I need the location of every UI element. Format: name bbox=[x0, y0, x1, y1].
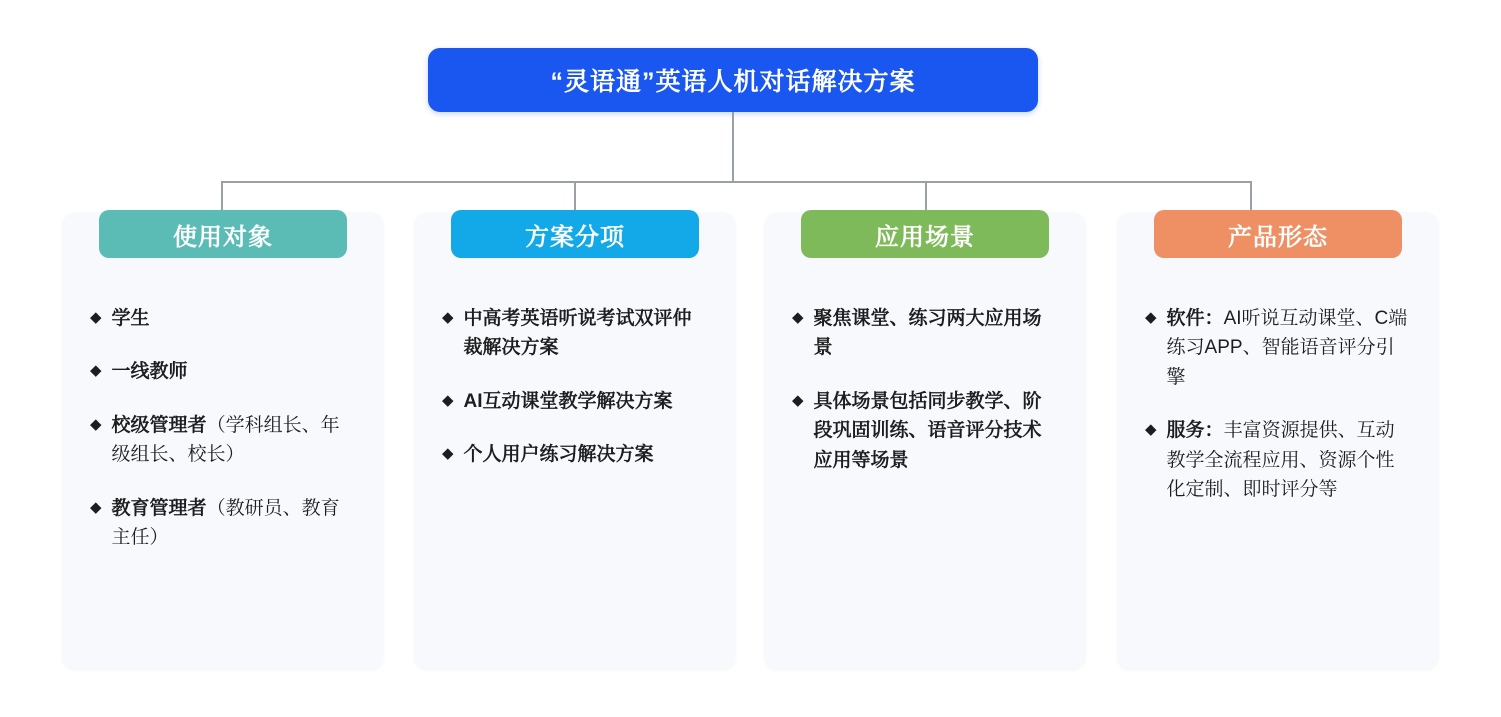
list-item bbox=[442, 304, 710, 363]
column-header-label-3: 应用场景 bbox=[875, 223, 975, 251]
list-item bbox=[1145, 416, 1413, 504]
column-header-4 bbox=[1154, 210, 1402, 258]
list-item-bold: 个人用户练习解决方案 bbox=[463, 444, 654, 466]
list-item bbox=[1145, 304, 1413, 392]
connector-drop-2 bbox=[574, 181, 576, 212]
list-item-bold: 具体场景包括同步教学、阶段巩固训练、语音评分技术应用等场景 bbox=[813, 390, 1042, 471]
list-item-normal: （学科组长、年级组长、校长） bbox=[111, 414, 340, 466]
column-header-3 bbox=[801, 210, 1049, 258]
column-header-2 bbox=[451, 210, 699, 258]
column-header-1 bbox=[99, 210, 347, 258]
root-node bbox=[428, 48, 1038, 112]
root-node-title: “灵语通”英语人机对话解决方案 bbox=[550, 68, 916, 96]
list-item-bold: 校级管理者 bbox=[111, 414, 207, 436]
column-body-1 bbox=[62, 304, 384, 577]
column-body-2 bbox=[414, 304, 736, 494]
diamond-bullet-icon: ◆ bbox=[1145, 421, 1157, 439]
list-item bbox=[90, 411, 358, 470]
list-item-bold: 学生 bbox=[111, 308, 150, 329]
list-item-bold: 中高考英语听说考试双评仲裁解决方案 bbox=[463, 308, 692, 359]
list-item-bold: AI互动课堂教学解决方案 bbox=[463, 390, 673, 412]
list-item-normal: 丰富资源提供、互动教学全流程应用、资源个性化定制、即时评分等 bbox=[1166, 420, 1395, 501]
list-item-bold: 服务： bbox=[1166, 420, 1224, 442]
connector-vertical-main bbox=[732, 112, 734, 182]
diamond-bullet-icon: ◆ bbox=[792, 309, 804, 326]
diamond-bullet-icon: ◆ bbox=[90, 362, 102, 380]
column-header-label-4: 产品形态 bbox=[1228, 223, 1328, 251]
list-item-bold: 教育管理者 bbox=[111, 497, 207, 519]
list-item-normal: AI听说互动课堂、C端练习APP、智能语音评分引擎 bbox=[1166, 308, 1408, 388]
diamond-bullet-icon: ◆ bbox=[90, 309, 102, 326]
list-item bbox=[792, 304, 1060, 363]
column-header-label-1: 使用对象 bbox=[173, 223, 273, 251]
diamond-bullet-icon: ◆ bbox=[90, 498, 102, 516]
diamond-bullet-icon: ◆ bbox=[792, 391, 804, 409]
connector-drop-3 bbox=[925, 181, 927, 212]
list-item bbox=[442, 440, 710, 469]
connector-drop-1 bbox=[221, 181, 223, 212]
diamond-bullet-icon: ◆ bbox=[90, 415, 102, 433]
list-item bbox=[442, 387, 710, 416]
connector-horizontal-main bbox=[221, 181, 1251, 183]
list-item-bold: 一线教师 bbox=[111, 361, 188, 383]
diamond-bullet-icon: ◆ bbox=[1145, 309, 1157, 326]
list-item-bold: 软件： bbox=[1166, 308, 1224, 329]
column-body-3 bbox=[764, 304, 1086, 499]
column-usage-targets bbox=[62, 212, 384, 670]
diamond-bullet-icon: ◆ bbox=[442, 445, 454, 463]
list-item bbox=[90, 357, 358, 386]
column-product-forms bbox=[1117, 212, 1439, 670]
list-item bbox=[90, 304, 358, 333]
diamond-bullet-icon: ◆ bbox=[442, 309, 454, 326]
column-application-scenarios bbox=[764, 212, 1086, 670]
diamond-bullet-icon: ◆ bbox=[442, 391, 454, 409]
list-item bbox=[792, 387, 1060, 475]
connector-drop-4 bbox=[1250, 181, 1252, 212]
list-item-normal: （教研员、教育主任） bbox=[111, 497, 340, 549]
list-item bbox=[90, 494, 358, 553]
column-body-4 bbox=[1117, 304, 1439, 529]
list-item-bold: 聚焦课堂、练习两大应用场景 bbox=[813, 308, 1042, 359]
column-header-label-2: 方案分项 bbox=[525, 223, 625, 251]
column-solution-items bbox=[414, 212, 736, 670]
